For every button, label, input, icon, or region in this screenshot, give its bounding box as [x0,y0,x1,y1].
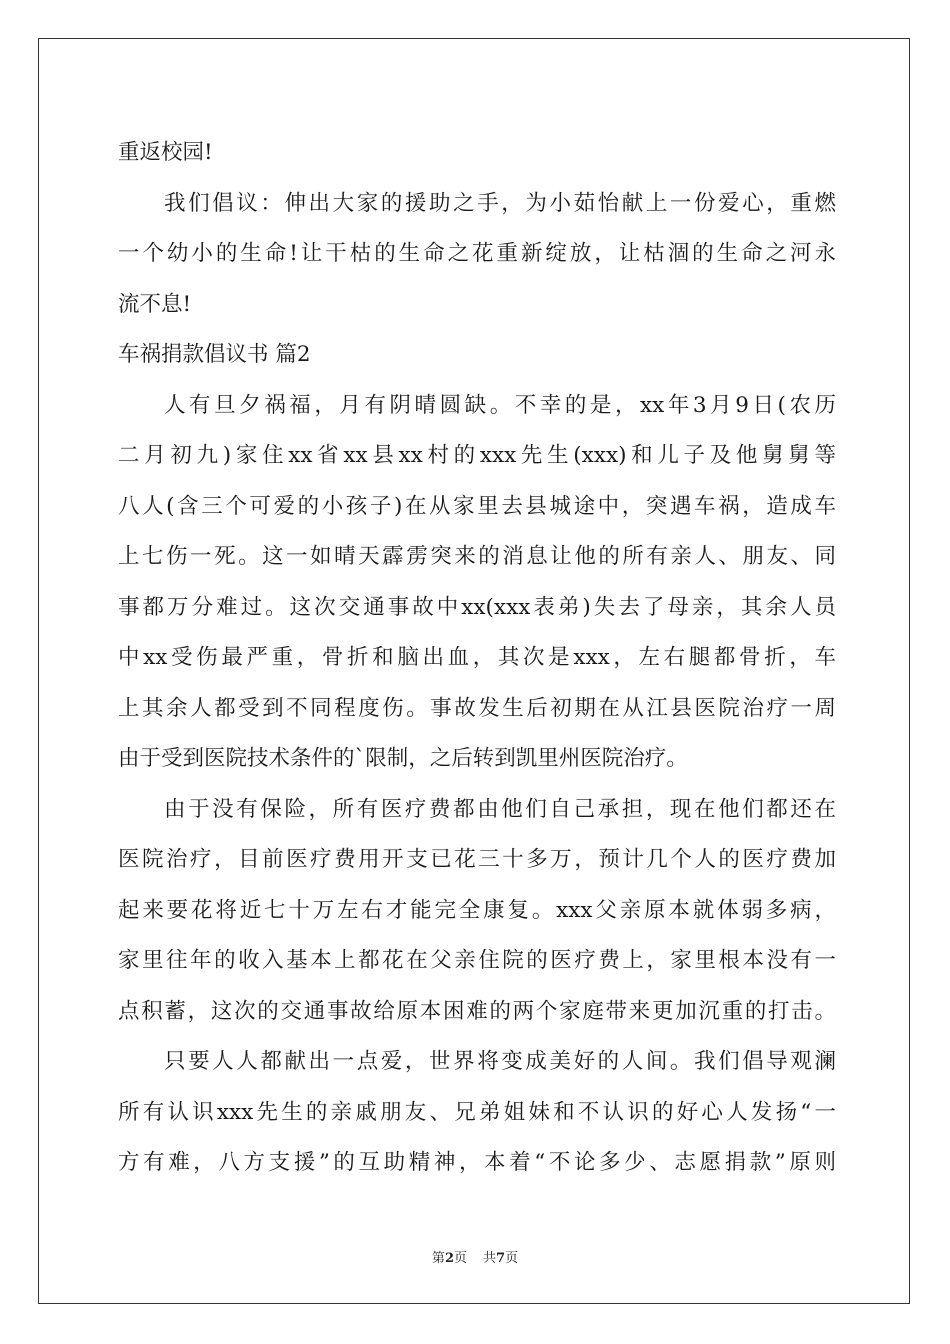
text-line: 医院治疗，目前医疗费用开支已花三十多万，预计几个人的医疗费加 [118,847,836,872]
text-line: 二月初九)家住xx省xx县xx村的xxx先生(xxx)和儿子及他舅舅等 [118,443,836,468]
text-line: 人有旦夕祸福，月有阴晴圆缺。不幸的是，xx年3月9日(农历 [164,392,836,418]
text-line: 上其余人都受到不同程度伤。事故发生后初期在从江县医院治疗一周 [118,695,836,721]
total-prefix: 共 [483,1251,497,1266]
page-suffix: 页 [453,1251,467,1266]
page-prefix: 第 [431,1251,445,1266]
text-line: 事都万分难过。这次交通事故中xx(xxx表弟)失去了母亲，其余人员 [118,594,836,620]
total-suffix: 页 [505,1251,519,1266]
text-line: 重返校园! [118,140,213,165]
text-line: 方有难，八方支援”的互助精神，本着“不论多少、志愿捐款”原则 [118,1150,836,1175]
text-line: 车祸捐款倡议书 篇2 [118,342,311,367]
text-line: 家里往年的收入基本上都花在父亲住院的医疗费上，家里根本没有一 [118,948,836,973]
text-line: 中xx受伤最严重，骨折和脑出血，其次是xxx，左右腿都骨折，车 [118,645,836,670]
text-line: 点积蓄，这次的交通事故给原本困难的两个家庭带来更加沉重的打击。 [118,998,836,1024]
text-line: 我们倡议：伸出大家的援助之手，为小茹怡献上一份爱心，重燃 [164,190,836,216]
document-body [118,128,836,1189]
page-number: 2 [444,1251,454,1266]
text-line: 上七伤一死。这一如晴天霹雳突来的消息让他的所有亲人、朋友、同 [118,544,836,569]
text-line: 一个幼小的生命!让干枯的生命之花重新绽放，让枯涸的生命之河永 [118,241,836,266]
total-pages: 7 [496,1251,506,1266]
text-line: 由于没有保险，所有医疗费都由他们自己承担，现在他们都还在 [164,796,836,822]
text-line: 所有认识xxx先生的亲戚朋友、兄弟姐妹和不认识的好心人发扬“一 [118,1099,836,1125]
text-line: 由于受到医院技术条件的`限制，之后转到凯里州医院治疗。 [118,746,688,771]
page-footer [0,1247,950,1266]
text-line: 只要人人都献出一点爱，世界将变成美好的人间。我们倡导观澜 [164,1049,836,1074]
text-line: 起来要花将近七十万左右才能完全康复。xxx父亲原本就体弱多病， [118,897,836,923]
text-line: 流不息! [118,291,192,317]
text-line: 八人(含三个可爱的小孩子)在从家里去县城途中，突遇车祸，造成车 [118,493,836,519]
